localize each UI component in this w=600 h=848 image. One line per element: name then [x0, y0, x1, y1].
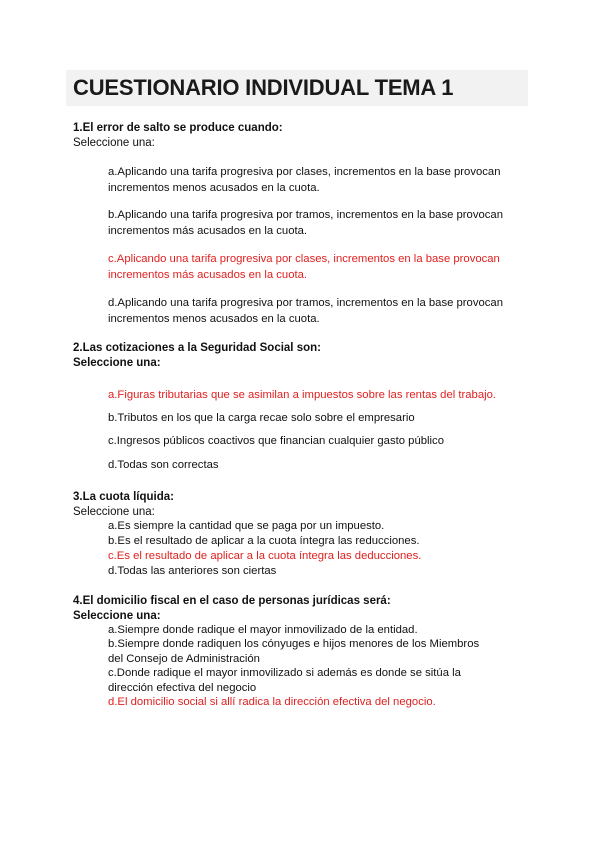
question-2-option-a[interactable]: a.Figuras tributarias que se asimilan a impuestos sobre las rentas del trabajo.: [108, 389, 497, 401]
question-4-text: 4.El domicilio fiscal en el caso de personas jurídicas será:: [73, 595, 391, 607]
question-2-option-c[interactable]: c.Ingresos públicos coactivos que financian cualquier gasto público: [108, 435, 444, 447]
question-3-text: 3.La cuota líquida:: [73, 491, 174, 503]
question-1-option-b[interactable]: b.Aplicando una tarifa progresiva por tramos, incrementos en la base provocan incrementos más acusados en la cuota.: [108, 209, 503, 237]
question-3-option-d[interactable]: d.Todas las anteriores son ciertas: [108, 565, 277, 577]
question-3-prompt: Seleccione una:: [73, 506, 155, 518]
question-4-option-d[interactable]: d.El domicilio social si allí radica la dirección efectiva del negocio.: [108, 696, 436, 708]
question-4-option-a[interactable]: a.Siempre donde radique el mayor inmovilizado de la entidad.: [108, 624, 418, 636]
question-4-option-b[interactable]: b.Siempre donde radiquen los cónyuges e hijos menores de los Miembros del Consejo de Administración: [108, 638, 480, 665]
question-2-option-d[interactable]: d.Todas son correctas: [108, 459, 219, 471]
question-1-text: 1.El error de salto se produce cuando:: [73, 122, 283, 134]
question-1-option-a[interactable]: a.Aplicando una tarifa progresiva por clases, incrementos en la base provocan incrementos menos acusados en la cuota.: [108, 166, 501, 194]
question-3-option-a[interactable]: a.Es siempre la cantidad que se paga por un impuesto.: [108, 520, 385, 532]
question-2-prompt: Seleccione una:: [73, 357, 161, 369]
question-2-option-b[interactable]: b.Tributos en los que la carga recae solo sobre el empresario: [108, 412, 415, 424]
question-3-option-b[interactable]: b.Es el resultado de aplicar a la cuota íntegra las reducciones.: [108, 535, 420, 547]
question-4-option-c[interactable]: c.Donde radique el mayor inmovilizado si además es donde se sitúa la dirección efectiva del negocio: [108, 667, 461, 694]
question-1-option-d[interactable]: d.Aplicando una tarifa progresiva por tramos, incrementos en la base provocan incrementos menos acusados en la cuota.: [108, 297, 503, 325]
question-1-option-c[interactable]: c.Aplicando una tarifa progresiva por clases, incrementos en la base provocan incrementos más acusados en la cuota.: [108, 253, 500, 281]
question-3-option-c[interactable]: c.Es el resultado de aplicar a la cuota íntegra las deducciones.: [108, 550, 422, 562]
page-title: CUESTIONARIO INDIVIDUAL TEMA 1: [73, 75, 454, 100]
question-2-text: 2.Las cotizaciones a la Seguridad Social son:: [73, 342, 321, 354]
question-4-prompt: Seleccione una:: [73, 610, 161, 622]
question-1-prompt: Seleccione una:: [73, 137, 155, 149]
